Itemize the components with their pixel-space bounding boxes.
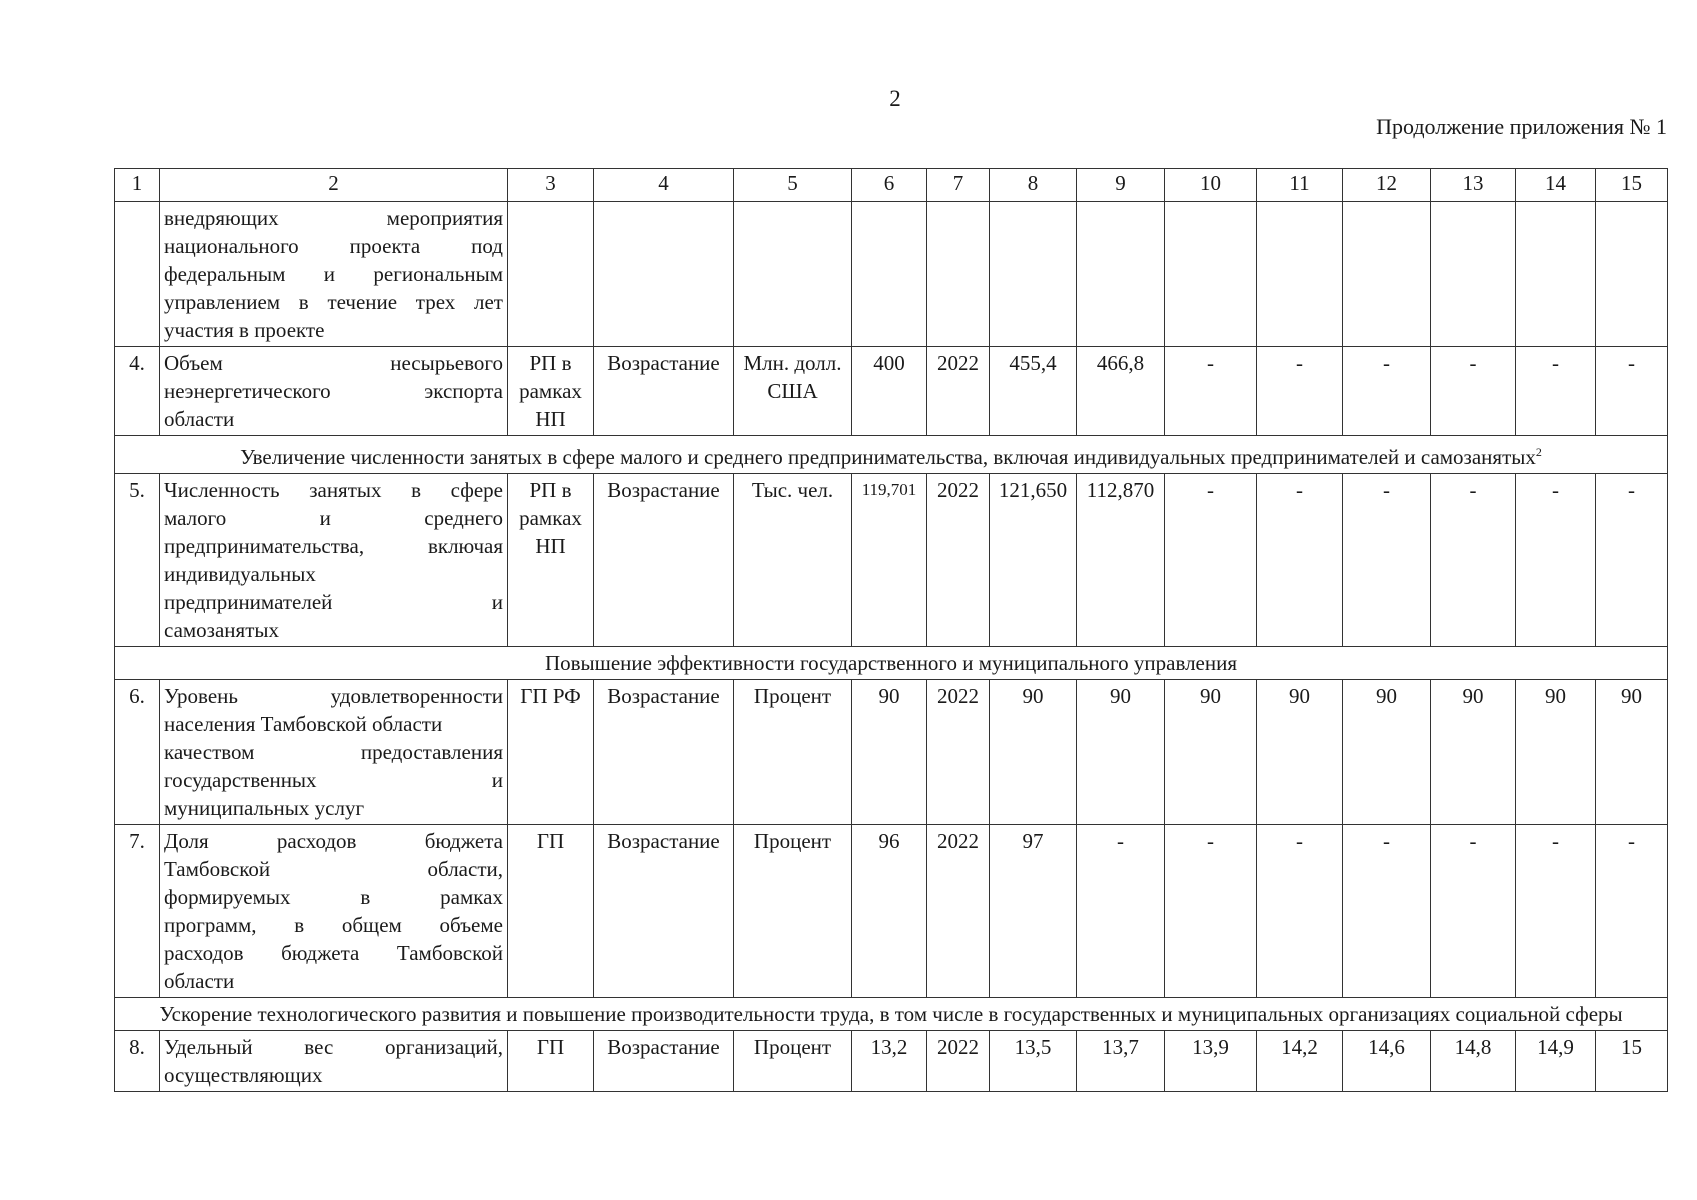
value-cell: 13,9 [1165, 1031, 1257, 1092]
section-title: Повышение эффективности государственного и муниципального управления [115, 647, 1668, 680]
header-cell: 8 [990, 169, 1077, 202]
header-cell: 14 [1516, 169, 1596, 202]
value-cell: 96 [852, 825, 927, 998]
indicator-name: Численность занятых в сфере малого и среднего предпринимательства, включая индивидуальных предпринимателей и самозанятых [160, 474, 508, 647]
indicator-source: ГП [508, 1031, 594, 1092]
value-cell: 400 [852, 347, 927, 436]
value-cell: - [1431, 347, 1516, 436]
indicator-trend: Возрастание [594, 1031, 734, 1092]
indicator-name: Доля расходов бюджета Тамбовской области, формируемых в рамках программ, в общем объеме расходов бюджета Тамбовской области [160, 825, 508, 998]
header-cell: 9 [1077, 169, 1165, 202]
header-cell: 6 [852, 169, 927, 202]
indicator-unit: Процент [734, 680, 852, 825]
header-cell: 15 [1596, 169, 1668, 202]
value-cell: 90 [1596, 680, 1668, 825]
value-cell: 2022 [927, 474, 990, 647]
value-cell: - [1257, 474, 1343, 647]
section-row [115, 436, 1668, 474]
section-row [115, 647, 1668, 680]
header-row [115, 169, 1668, 202]
indicator-trend: Возрастание [594, 347, 734, 436]
header-cell: 1 [115, 169, 160, 202]
value-cell: 121,650 [990, 474, 1077, 647]
value-cell: - [1165, 825, 1257, 998]
footnote-marker: 2 [1535, 445, 1542, 459]
indicator-trend: Возрастание [594, 474, 734, 647]
table-row [115, 474, 1668, 647]
header-cell: 12 [1343, 169, 1431, 202]
indicator-source: ГП РФ [508, 680, 594, 825]
row-number: 6. [115, 680, 160, 825]
header-cell: 3 [508, 169, 594, 202]
indicator-name: Уровень удовлетворенности населения Тамбовской области качеством предоставления государственных и муниципальных услуг [160, 680, 508, 825]
value-cell: 2022 [927, 825, 990, 998]
value-cell: - [1516, 474, 1596, 647]
row-number: 7. [115, 825, 160, 998]
header-cell: 5 [734, 169, 852, 202]
indicator-unit: Тыс. чел. [734, 474, 852, 647]
value-cell: - [1343, 347, 1431, 436]
table-row [115, 825, 1668, 998]
indicator-unit: Процент [734, 1031, 852, 1092]
indicator-trend: Возрастание [594, 680, 734, 825]
row-number: 4. [115, 347, 160, 436]
value-cell: 90 [1165, 680, 1257, 825]
header-cell: 11 [1257, 169, 1343, 202]
value-cell: 15 [1596, 1031, 1668, 1092]
table-row [115, 680, 1668, 825]
row-number: 8. [115, 1031, 160, 1092]
value-cell: 90 [1343, 680, 1431, 825]
indicator-trend: Возрастание [594, 825, 734, 998]
value-cell: - [1431, 474, 1516, 647]
value-cell: - [1596, 474, 1668, 647]
section-title: Ускорение технологического развития и повышение производительности труда, в том числе в государственных и муниципальных организациях социальной сферы [115, 998, 1668, 1031]
value-cell: 90 [1431, 680, 1516, 825]
value-cell: - [1596, 825, 1668, 998]
indicator-unit: Млн. долл. США [734, 347, 852, 436]
value-cell: 13,7 [1077, 1031, 1165, 1092]
indicator-source: ГП [508, 825, 594, 998]
value-cell: - [1165, 474, 1257, 647]
indicators-table [114, 168, 1668, 1092]
indicator-unit: Процент [734, 825, 852, 998]
section-title: Увеличение численности занятых в сфере малого и среднего предпринимательства, включая индивидуальных предпринимателей и самозанятых$^2$ [115, 436, 1668, 474]
indicator-name: внедряющих мероприятия национального проекта под федеральным и региональным управлением в течение трех лет участия в проекте [160, 202, 508, 347]
indicator-name: Удельный вес организаций, осуществляющих [160, 1031, 508, 1092]
value-cell: - [1077, 825, 1165, 998]
value-cell: 14,9 [1516, 1031, 1596, 1092]
value-cell: 14,6 [1343, 1031, 1431, 1092]
header-cell: 13 [1431, 169, 1516, 202]
value-cell: 119,701 [852, 474, 927, 647]
appendix-label: Продолжение приложения № 1 [1376, 114, 1667, 139]
value-cell: - [1516, 347, 1596, 436]
value-cell: 14,2 [1257, 1031, 1343, 1092]
header-cell: 10 [1165, 169, 1257, 202]
header-cell: 4 [594, 169, 734, 202]
table-row [115, 1031, 1668, 1092]
table-row [115, 347, 1668, 436]
indicator-name: Объем несырьевого неэнергетического экспорта области [160, 347, 508, 436]
value-cell: - [1165, 347, 1257, 436]
value-cell: 2022 [927, 347, 990, 436]
value-cell: 112,870 [1077, 474, 1165, 647]
indicator-source: РП в рамках НП [508, 347, 594, 436]
section-row [115, 998, 1668, 1031]
value-cell: 90 [1257, 680, 1343, 825]
value-cell: 90 [990, 680, 1077, 825]
value-cell: - [1516, 825, 1596, 998]
value-cell: 2022 [927, 680, 990, 825]
value-cell: 90 [852, 680, 927, 825]
value-cell: - [1596, 347, 1668, 436]
value-cell: 466,8 [1077, 347, 1165, 436]
indicator-source: РП в рамках НП [508, 474, 594, 647]
value-cell: 455,4 [990, 347, 1077, 436]
row-number: 5. [115, 474, 160, 647]
header-cell: 7 [927, 169, 990, 202]
value-cell: - [1257, 825, 1343, 998]
header-cell: 2 [160, 169, 508, 202]
value-cell: - [1343, 474, 1431, 647]
value-cell: - [1257, 347, 1343, 436]
page-number: 2 [889, 86, 901, 111]
value-cell: 90 [1077, 680, 1165, 825]
value-cell: 14,8 [1431, 1031, 1516, 1092]
value-cell: 13,5 [990, 1031, 1077, 1092]
value-cell: 13,2 [852, 1031, 927, 1092]
value-cell: 90 [1516, 680, 1596, 825]
value-cell: 2022 [927, 1031, 990, 1092]
value-cell: - [1343, 825, 1431, 998]
value-cell: - [1431, 825, 1516, 998]
value-cell: 97 [990, 825, 1077, 998]
table-row-continued [115, 202, 1668, 347]
